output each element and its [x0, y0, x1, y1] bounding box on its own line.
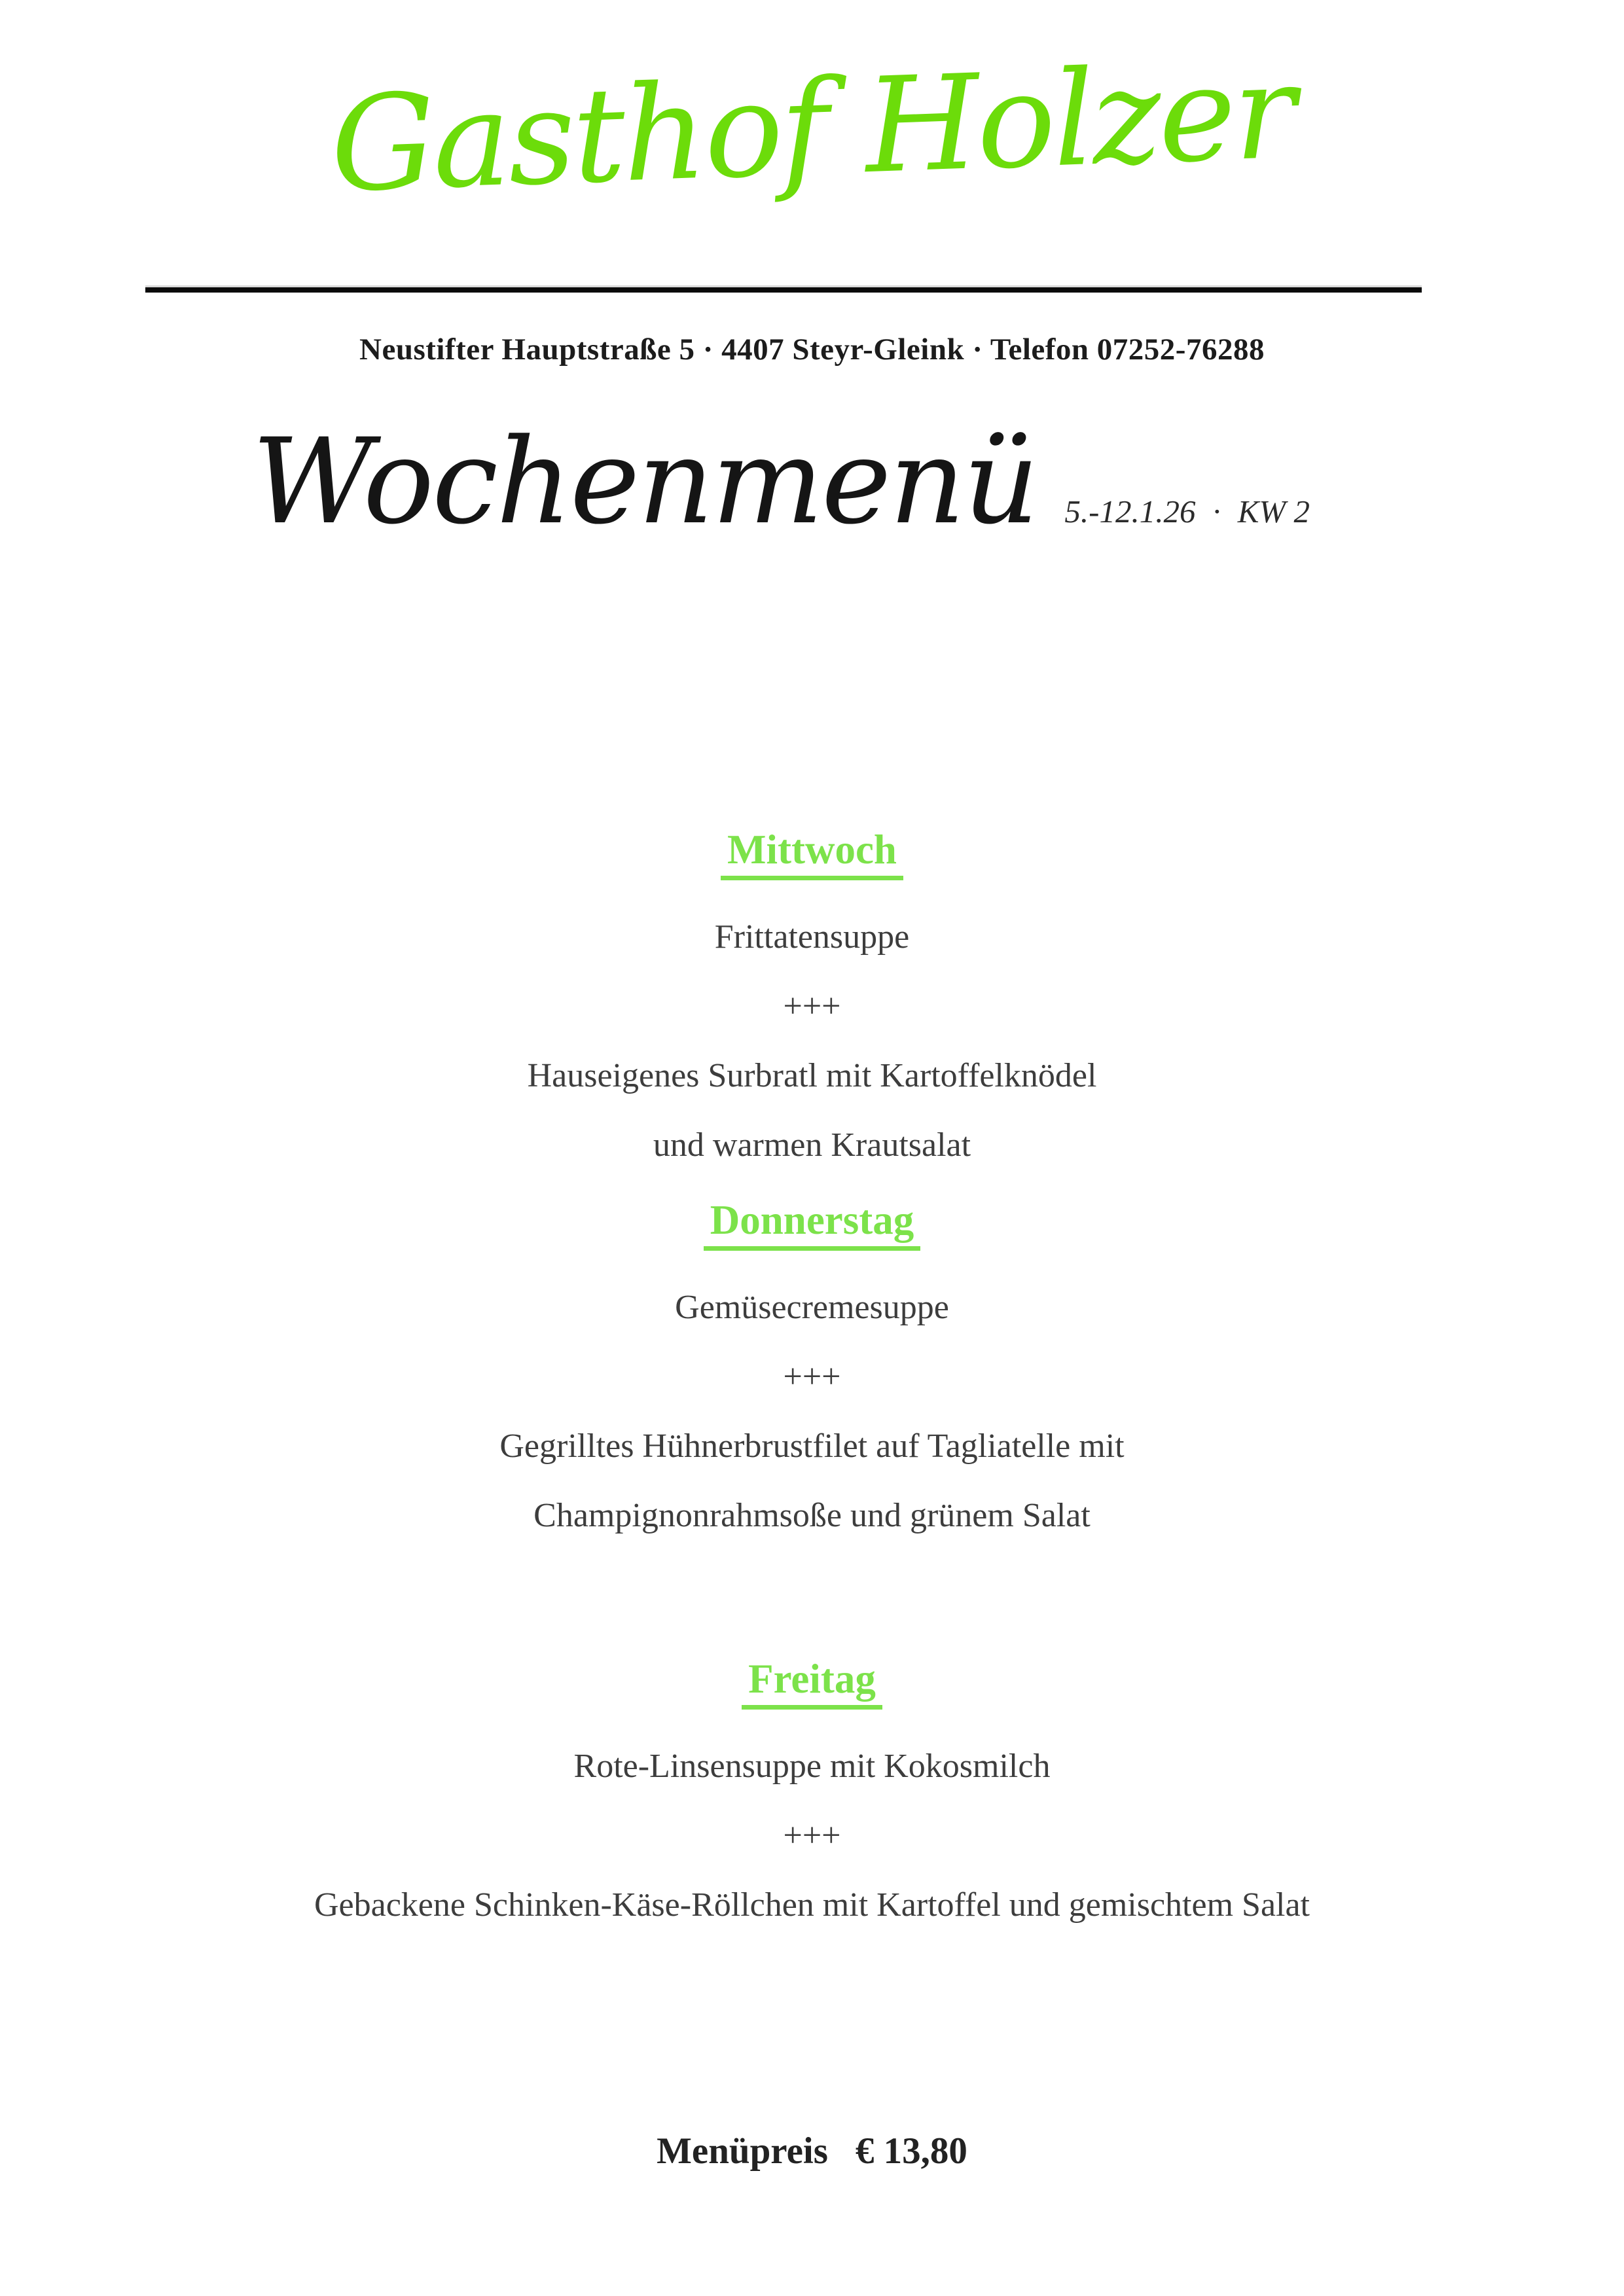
menu-date-range: 5.-12.1.26	[1064, 493, 1196, 529]
header-rule	[145, 285, 1422, 293]
day-courses-mittwoch	[0, 903, 1624, 1180]
menu-line: Gebackene Schinken-Käse-Röllchen mit Kartoffel und gemischtem Salat	[314, 1886, 1310, 1924]
day-section-donnerstag	[0, 1197, 1624, 1551]
course-separator: +++	[783, 1358, 841, 1395]
address-line: Neustifter Hauptstraße 5 · 4407 Steyr-Gleink · Telefon 07252-76288	[359, 332, 1265, 367]
menu-line: Frittatensuppe	[714, 918, 910, 956]
day-courses-donnerstag	[0, 1273, 1624, 1551]
course-separator: +++	[783, 1817, 841, 1854]
day-section-freitag	[0, 1656, 1624, 1940]
weekly-menu-title-row	[252, 406, 1310, 559]
price-value: € 13,80	[855, 2130, 967, 2172]
course-separator: +++	[783, 988, 841, 1025]
menu-line: Champignonrahmsoße und grünem Salat	[533, 1497, 1091, 1534]
weekly-menu-meta	[1064, 493, 1310, 530]
menu-line: Rote-Linsensuppe mit Kokosmilch	[573, 1748, 1051, 1785]
menu-line: und warmen Krautsalat	[653, 1126, 971, 1164]
day-section-mittwoch	[0, 829, 1624, 1180]
dot-separator-icon: ·	[1212, 493, 1221, 529]
menu-line: Gemüsecremesuppe	[675, 1289, 949, 1326]
menu-body	[0, 829, 1624, 2172]
menu-week-number: KW 2	[1237, 493, 1310, 529]
restaurant-logo: Gasthof Holzer	[328, 35, 1296, 222]
menu-line: Hauseigenes Surbratl mit Kartoffelknödel	[527, 1057, 1097, 1094]
day-heading-mittwoch: Mittwoch	[721, 829, 903, 880]
weekly-menu-script-title: Wochenmenü	[252, 414, 1038, 550]
menu-line: Gegrilltes Hühnerbrustfilet auf Tagliatelle mit	[499, 1427, 1125, 1465]
day-courses-freitag	[0, 1732, 1624, 1940]
day-heading-freitag: Freitag	[742, 1659, 882, 1710]
day-heading-donnerstag: Donnerstag	[704, 1200, 921, 1251]
price-row	[0, 2130, 1624, 2172]
price-label: Menüpreis	[657, 2130, 828, 2172]
